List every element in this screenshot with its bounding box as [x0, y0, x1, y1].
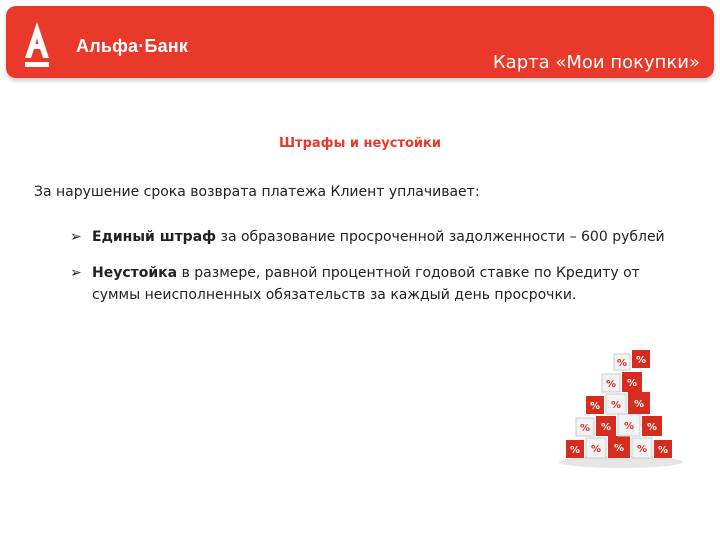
svg-text:%: % [617, 358, 628, 369]
percent-cubes-pyramid-icon [556, 330, 686, 470]
bullet-term: Единый штраф [92, 229, 217, 245]
svg-text:%: % [647, 422, 658, 433]
svg-text:%: % [601, 422, 612, 433]
page-title: Карта «Мои покупки» [492, 52, 700, 73]
arrow-bullet-icon: ➢ [70, 265, 82, 281]
alfa-a-logo-icon [20, 20, 54, 70]
svg-text:%: % [590, 401, 601, 412]
svg-text:%: % [606, 379, 617, 390]
bullet-text: за образование просроченной задолженности – 600 рублей [216, 229, 665, 245]
list-item [70, 226, 690, 248]
svg-text:%: % [614, 443, 625, 454]
svg-text:%: % [627, 378, 638, 389]
header-banner [6, 6, 714, 78]
svg-text:%: % [637, 444, 648, 455]
intro-text: За нарушение срока возврата платежа Клиент уплачивает: [34, 184, 480, 200]
penalty-list [70, 226, 690, 320]
arrow-bullet-icon: ➢ [70, 229, 82, 245]
svg-text:%: % [624, 421, 635, 432]
svg-text:%: % [634, 399, 645, 410]
svg-text:%: % [591, 444, 602, 455]
bullet-text: в размере, равной процентной годовой ставке по Кредиту от суммы неисполненных обязательств за каждый день просрочки. [92, 265, 640, 303]
svg-text:%: % [570, 445, 581, 456]
svg-text:%: % [580, 423, 591, 434]
bullet-term: Неустойка [92, 265, 178, 281]
svg-text:%: % [658, 445, 669, 456]
list-item [70, 262, 690, 306]
bank-name: Альфа·Банк [76, 36, 189, 56]
svg-text:%: % [636, 355, 647, 366]
section-title: Штрафы и неустойки [279, 136, 441, 151]
svg-text:%: % [611, 400, 622, 411]
